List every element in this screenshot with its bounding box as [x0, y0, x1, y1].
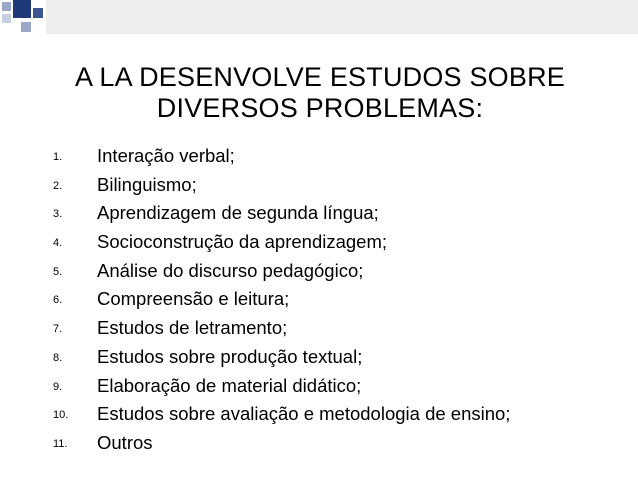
list-item: [0, 373, 638, 402]
list-item: [0, 315, 638, 344]
deco-square-dark-2: [33, 8, 43, 18]
header-decoration: [0, 0, 638, 40]
list-item: [0, 172, 638, 201]
item-number: 4.: [53, 237, 63, 250]
slide-title: [40, 62, 600, 124]
item-number: 3.: [53, 208, 63, 221]
item-text: Análise do discurso pedagógico;: [97, 259, 364, 281]
item-number: 1.: [53, 151, 63, 163]
list-item: [0, 229, 638, 258]
item-text: Estudos de letramento;: [97, 317, 288, 339]
deco-square-light-3: [21, 22, 31, 32]
item-number: 10.: [53, 409, 69, 422]
deco-square-light-2: [2, 14, 11, 23]
list-item: [0, 143, 638, 172]
list-item: [0, 344, 638, 373]
item-number: 9.: [53, 380, 63, 393]
item-text: Elaboração de material didático;: [97, 374, 362, 396]
list-item: [0, 200, 638, 229]
item-text: Socioconstrução da aprendizagem;: [97, 231, 388, 253]
header-bar: [46, 0, 638, 34]
list-item: [0, 258, 638, 287]
item-text: Estudos sobre produção textual;: [97, 345, 363, 367]
item-number: 6.: [53, 294, 63, 307]
item-number: 7.: [53, 323, 63, 336]
item-text: Outros: [97, 431, 153, 453]
list-item: [0, 401, 638, 430]
item-text: Aprendizagem de segunda língua;: [97, 202, 379, 224]
item-number: 8.: [53, 351, 63, 364]
item-number: 5.: [53, 265, 63, 278]
deco-square-light-1: [2, 2, 11, 11]
item-number: 2.: [53, 179, 63, 192]
item-number: 11.: [53, 437, 68, 450]
topic-list: [0, 143, 638, 459]
list-item: [0, 286, 638, 315]
item-text: Compreensão e leitura;: [97, 288, 290, 310]
title-line-1: A LA DESENVOLVE ESTUDOS SOBRE: [75, 62, 565, 92]
item-text: Interação verbal;: [97, 145, 235, 166]
item-text: Bilinguismo;: [97, 173, 197, 195]
deco-square-dark-1: [13, 0, 31, 18]
list-item: [0, 430, 638, 459]
title-line-2: DIVERSOS PROBLEMAS:: [156, 93, 484, 123]
item-text: Estudos sobre avaliação e metodologia de ensino;: [97, 403, 511, 425]
